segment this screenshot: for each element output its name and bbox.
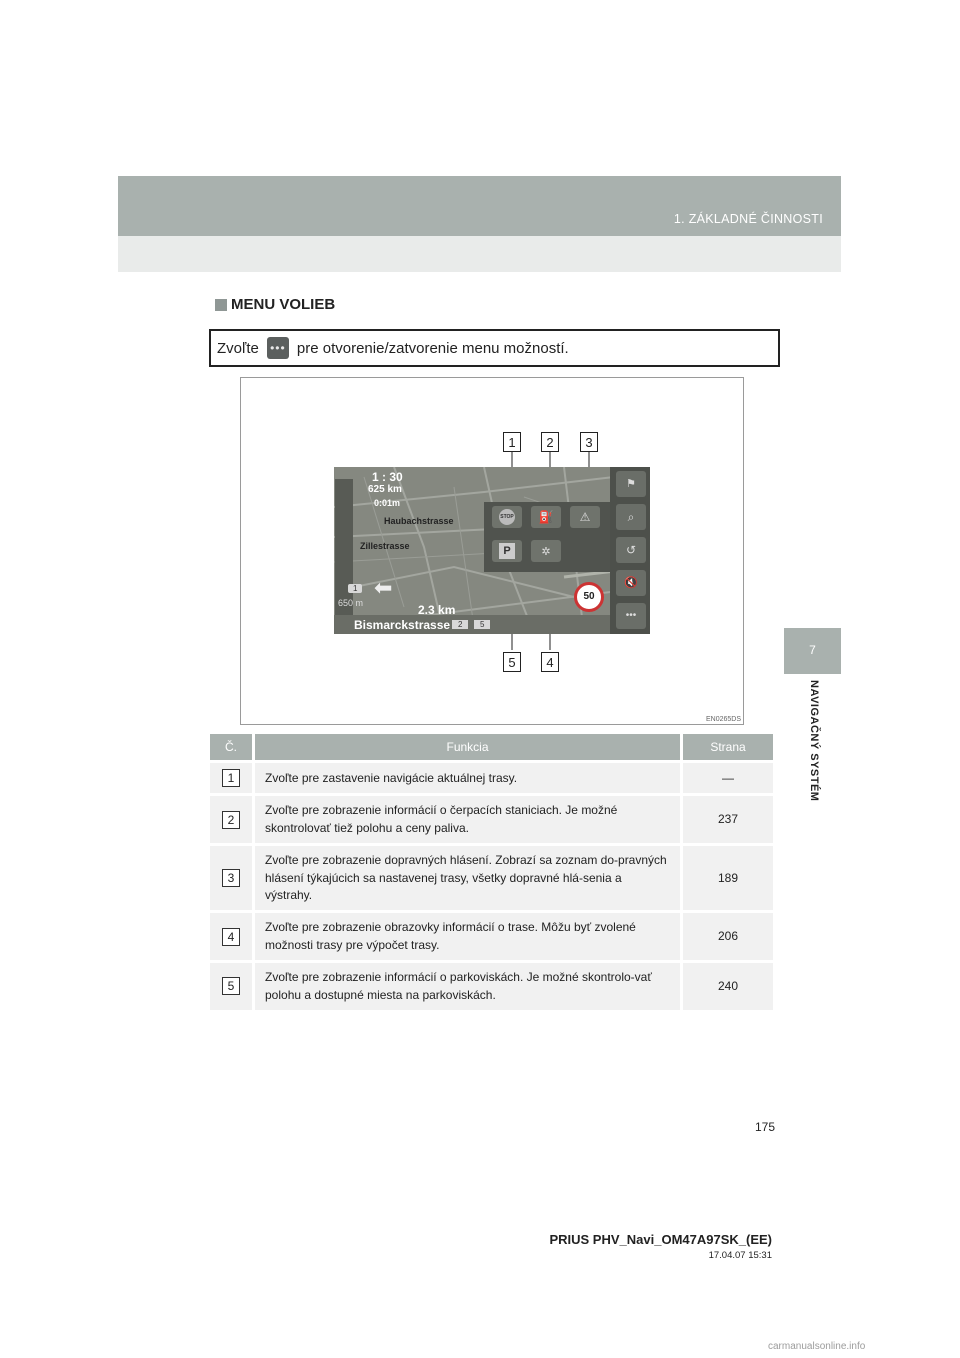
figure-code: EN0265DS — [705, 716, 741, 723]
row-number-box: 3 — [222, 869, 240, 887]
watermark: carmanualsonline.info — [768, 1341, 866, 1352]
more-options-icon: ••• — [625, 610, 637, 621]
header-function: Funkcia — [254, 734, 682, 762]
row-number-box: 1 — [222, 769, 240, 787]
chapter-side-label — [806, 680, 822, 820]
turn-distance: 650 m — [338, 598, 364, 608]
row-function-text: Zvoľte pre zobrazenie dopravných hlásení. Zobrazí sa zoznam do-pravných hlásení týkajúcich sa nastavenej trasy, všetky dopravné hlá-senia a výstrahy. — [254, 845, 682, 912]
row-number-box: 4 — [222, 928, 240, 946]
instruction-text-before: Zvoľte — [217, 339, 259, 357]
current-street-name: Bismarckstrasse — [354, 618, 451, 632]
warning-triangle-icon: ⚠ — [579, 510, 591, 524]
chapter-number: 7 — [809, 643, 816, 657]
callout-3: 3 — [580, 432, 598, 452]
navigation-screen — [334, 467, 650, 634]
section-title: MENU VOLIEB — [231, 296, 336, 313]
row-function-text: Zvoľte pre zobrazenie obrazovky informácií o trase. Môžu byť zvolené možnosti trasy pre výpočet trasy. — [254, 912, 682, 962]
page-number: 175 — [755, 1120, 776, 1134]
chapter-tab — [784, 628, 841, 674]
section-heading — [215, 296, 335, 313]
route-badge: 2 — [452, 620, 468, 629]
row-function-text: Zvoľte pre zobrazenie informácií o čerpacích staniciach. Je možné skontrolovať tiež polohu a ceny paliva. — [254, 795, 682, 845]
document-code: PRIUS PHV_Navi_OM47A97SK_(EE) — [549, 1232, 772, 1247]
table-row — [210, 795, 773, 845]
segment-time: 0:01m — [374, 498, 401, 508]
more-options-button[interactable] — [616, 603, 646, 629]
chapter-header — [118, 176, 841, 236]
turn-arrow-icon: ⬅ — [374, 575, 393, 600]
parking-button[interactable] — [492, 540, 522, 562]
table-row — [210, 762, 773, 795]
row-page-ref: 206 — [682, 912, 774, 962]
document-date: 17.04.07 15:31 — [708, 1250, 772, 1261]
chapter-side-label-text: NAVIGAČNÝ SYSTÉM — [808, 680, 820, 802]
row-page-ref: — — [682, 762, 774, 795]
search-icon: ⌕ — [627, 510, 635, 524]
street-label-2: Zillestrasse — [360, 541, 410, 551]
destination-button[interactable] — [616, 471, 646, 497]
more-options-icon: ••• — [267, 337, 289, 359]
row-number-box: 2 — [222, 811, 240, 829]
checkered-flag-icon: ⚑ — [626, 478, 636, 490]
row-page-ref: 240 — [682, 962, 774, 1010]
table-row — [210, 845, 773, 912]
callout-4: 4 — [541, 652, 559, 672]
parking-icon: P — [499, 543, 515, 559]
stop-route-button[interactable] — [492, 506, 522, 528]
callout-5: 5 — [503, 652, 521, 672]
route-info-button[interactable] — [531, 540, 561, 562]
row-function-text: Zvoľte pre zastavenie navigácie aktuálnej trasy. — [254, 762, 682, 795]
header-page: Strana — [682, 734, 774, 762]
table-row — [210, 912, 773, 962]
fuel-station-button[interactable] — [531, 506, 561, 528]
street-label-1: Haubachstrasse — [384, 516, 454, 526]
route-badge: 5 — [474, 620, 490, 629]
header-subband — [118, 236, 841, 272]
header-number: Č. — [210, 734, 254, 762]
eta-time: 1 : 30 — [372, 470, 403, 484]
reroute-icon: ↺ — [625, 543, 637, 557]
instruction-text-after: pre otvorenie/zatvorenie menu možností. — [296, 339, 569, 357]
function-table — [210, 734, 773, 1010]
stop-icon: STOP — [499, 509, 515, 525]
total-distance: 625 km — [368, 484, 402, 495]
reroute-button[interactable] — [616, 537, 646, 563]
route-settings-icon: ✲ — [541, 545, 551, 558]
traffic-info-button[interactable] — [570, 506, 600, 528]
row-number-box: 5 — [222, 977, 240, 995]
mute-button[interactable] — [616, 570, 646, 596]
options-menu-figure — [240, 377, 744, 725]
callout-2: 2 — [541, 432, 559, 452]
row-page-ref: 237 — [682, 795, 774, 845]
instruction-box — [209, 329, 780, 367]
mute-icon: 🔇 — [624, 577, 638, 589]
search-button[interactable] — [616, 504, 646, 530]
table-row — [210, 962, 773, 1010]
square-bullet-icon — [215, 299, 227, 311]
lane-badge: 1 — [348, 584, 362, 593]
row-page-ref: 189 — [682, 845, 774, 912]
fuel-pump-icon: ⛽ — [538, 510, 554, 524]
row-function-text: Zvoľte pre zobrazenie informácií o parkoviskách. Je možné skontrolo-vať polohu a dostupné miesta na parkoviskách. — [254, 962, 682, 1010]
next-turn-distance: 2.3 km — [418, 603, 456, 617]
callout-1: 1 — [503, 432, 521, 452]
chapter-title: 1. ZÁKLADNÉ ČINNOSTI — [673, 212, 823, 226]
speed-limit-sign: 50 — [574, 582, 604, 612]
table-header-row — [210, 734, 773, 762]
